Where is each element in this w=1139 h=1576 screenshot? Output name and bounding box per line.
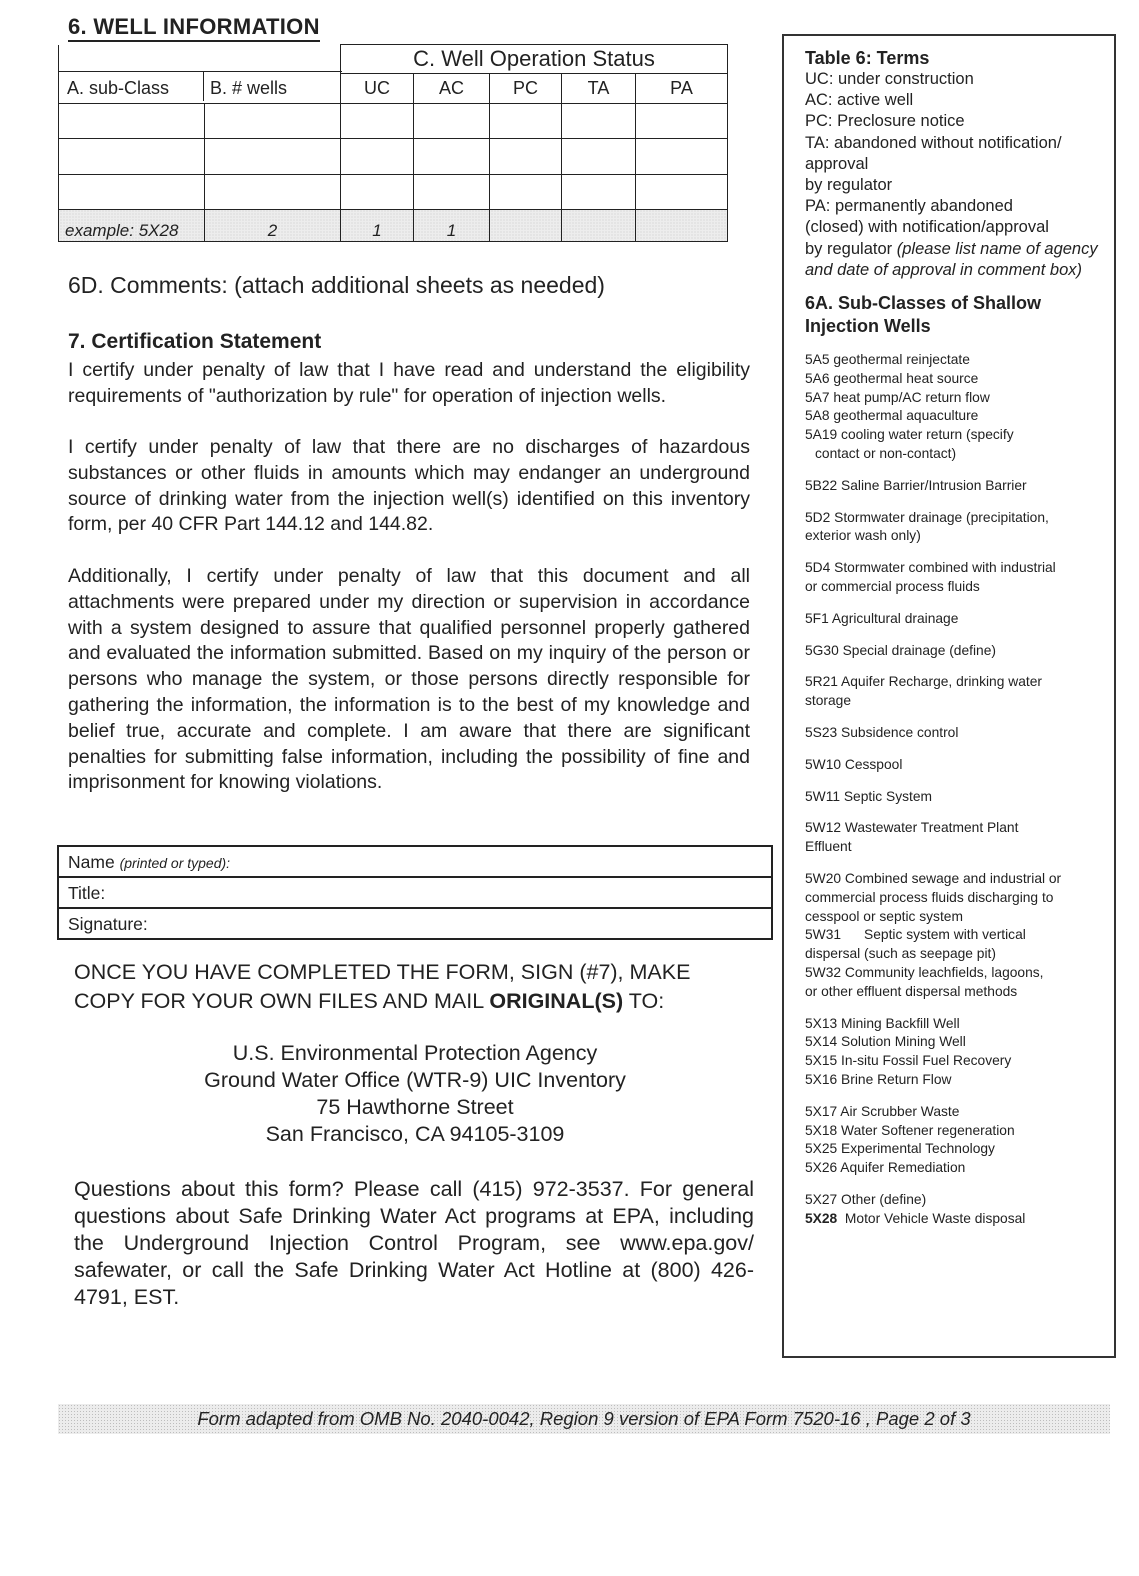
- name-label: Name: [68, 852, 115, 872]
- well-operation-status-header: C. Well Operation Status: [341, 45, 728, 74]
- subclass-item: or other effluent dispersal methods: [805, 983, 1018, 999]
- subclass-item: 5F1 Agricultural drainage: [805, 610, 959, 626]
- cell-input[interactable]: [59, 174, 205, 209]
- address-line: 75 Hawthorne Street: [316, 1095, 514, 1119]
- title-field[interactable]: [59, 878, 771, 909]
- subclass-item: 5X13 Mining Backfill Well: [805, 1015, 960, 1031]
- subclass-group: [805, 1191, 1100, 1229]
- subclass-item: 5A6 geothermal heat source: [805, 370, 979, 386]
- example-ta: [562, 209, 636, 241]
- subclass-item: 5A8 geothermal aquaculture: [805, 408, 979, 424]
- section-7-title: 7. Certification Statement: [68, 330, 322, 353]
- subclass-group: [805, 1015, 1100, 1090]
- subclass-group: [805, 509, 1100, 547]
- subclass-group: [805, 870, 1100, 1002]
- cell-input[interactable]: [490, 174, 562, 209]
- cell-input[interactable]: [59, 104, 205, 139]
- subclass-group: [805, 642, 1100, 661]
- cell-input[interactable]: [341, 139, 414, 174]
- mailing-instructions: [74, 958, 754, 1016]
- subclass-item: 5W11 Septic System: [805, 788, 933, 804]
- term-line: AC: active well: [805, 91, 914, 110]
- example-pc: [490, 209, 562, 241]
- subclass-item: 5X16 Brine Return Flow: [805, 1071, 952, 1087]
- address-line: Ground Water Office (WTR-9) UIC Inventory: [204, 1068, 626, 1092]
- cell-input[interactable]: [636, 139, 728, 174]
- subclass-item: 5X26 Aquifer Remediation: [805, 1160, 966, 1176]
- cell-input[interactable]: [636, 174, 728, 209]
- cell-input[interactable]: [341, 174, 414, 209]
- subclass-item: 5W20 Combined sewage and industrial or: [805, 870, 1062, 886]
- subclass-item: 5A7 heat pump/AC return flow: [805, 389, 990, 405]
- certification-paragraph-3: Additionally, I certify under penalty of law that this document and all attachments were prepared under my direction or supervision in accordance with a system designed to assure that qualified personnel properly gathered and evaluated the information submitted. Based on my inquiry of the person or persons who manage the system, or those persons directly responsible for gathering the information, the information is to the best of my knowledge and belief true, accurate and complete. I am aware that there are significant penalties for submitting false information, including the possibility of fine and imprisonment for knowing violations.: [68, 565, 750, 794]
- subclass-item: 5X17 Air Scrubber Waste: [805, 1103, 960, 1119]
- signature-field[interactable]: [59, 909, 771, 940]
- col-wells: B. # wells: [204, 71, 342, 101]
- terms-title: Table 6: Terms: [805, 48, 930, 68]
- subclass-item: 5G30 Special drainage (define): [805, 642, 996, 658]
- subclass-group: [805, 724, 1100, 743]
- subclass-item: commercial process fluids discharging to: [805, 889, 1054, 905]
- cell-input[interactable]: [562, 174, 636, 209]
- mailing-address: [90, 1040, 740, 1148]
- table-row: [59, 139, 728, 174]
- address-line: U.S. Environmental Protection Agency: [232, 1041, 598, 1065]
- certification-paragraph-1: I certify under penalty of law that I have read and understand the eligibility requirements of "authorization by rule" for operation of injection wells.: [68, 359, 750, 407]
- subclass-item: 5X27 Other (define): [805, 1191, 927, 1207]
- instructions-text: ONCE YOU HAVE COMPLETED THE FORM, SIGN (#7), MAKE COPY FOR YOUR OWN FILES AND MAIL: [74, 960, 691, 1013]
- signature-label: Signature:: [68, 914, 148, 934]
- name-field[interactable]: [59, 847, 771, 878]
- col-pc: PC: [490, 74, 562, 104]
- subclass-group: [805, 756, 1100, 775]
- cell-input[interactable]: [490, 139, 562, 174]
- subclass-item: exterior wash only): [805, 528, 921, 544]
- term-line: PA: permanently abandoned: [805, 197, 1013, 216]
- cell-input[interactable]: [205, 174, 341, 209]
- subclass-item: storage: [805, 693, 852, 709]
- questions-paragraph: Questions about this form? Please call (415) 972-3537. For general questions about Safe Drinking Water Act programs at EPA, including the Underground Injection Control Program, see www.epa.gov/ safewater, or call the Safe Drinking Water Act Hotline at (800) 426-4791, EST.: [74, 1177, 754, 1309]
- subclass-group: [805, 819, 1100, 857]
- table-row: [59, 104, 728, 139]
- subclass-item: 5S23 Subsidence control: [805, 724, 959, 740]
- certification-paragraph-2: I certify under penalty of law that there are no discharges of hazardous substances or other fluids in amounts which may endanger an underground source of drinking water from the injection well(s) identified on this inventory form, per 40 CFR Part 144.12 and 144.82.: [68, 436, 750, 536]
- subclass-item: 5D2 Stormwater drainage (precipitation,: [805, 509, 1049, 525]
- subclass-item: Effluent: [805, 839, 852, 855]
- subclass-text: Motor Vehicle Waste disposal: [837, 1210, 1026, 1226]
- subclass-item: 5X15 In-situ Fossil Fuel Recovery: [805, 1053, 1012, 1069]
- term-line: [805, 239, 1100, 281]
- col-ta: TA: [562, 74, 636, 104]
- example-uc: 1: [341, 209, 414, 241]
- cell-input[interactable]: [562, 104, 636, 139]
- section-6-title: 6. WELL INFORMATION: [68, 14, 320, 42]
- subclass-item: cesspool or septic system: [805, 908, 963, 924]
- address-line: San Francisco, CA 94105-3109: [265, 1122, 565, 1146]
- example-pa: [636, 209, 728, 241]
- example-subclass: example: 5X28: [59, 209, 205, 241]
- subclass-item: 5W12 Wastewater Treatment Plant: [805, 820, 1019, 836]
- col-uc: UC: [341, 74, 414, 104]
- subclass-group: [805, 559, 1100, 597]
- instructions-bold: ORIGINAL(S): [489, 989, 624, 1013]
- term-line: TA: abandoned without notification/: [805, 133, 1062, 152]
- instructions-to: TO:: [628, 989, 665, 1013]
- cell-input[interactable]: [414, 139, 490, 174]
- subclass-item: 5B22 Saline Barrier/Intrusion Barrier: [805, 477, 1027, 493]
- example-ac: 1: [414, 209, 490, 241]
- cell-input[interactable]: [562, 139, 636, 174]
- subclass-group: [805, 477, 1100, 496]
- subclass-item: 5A5 geothermal reinjectate: [805, 352, 970, 368]
- example-wells: 2: [205, 209, 341, 241]
- subclass-group: [805, 788, 1100, 807]
- cell-input[interactable]: [414, 174, 490, 209]
- subclass-group: [805, 610, 1100, 629]
- subclass-item: 5W32 Community leachfields, lagoons,: [805, 964, 1044, 980]
- subclass-item: contact or non-contact): [815, 446, 957, 462]
- term-pa-note: (please list name of agency and date of approval in comment box): [805, 239, 1098, 279]
- cell-input[interactable]: [490, 104, 562, 139]
- subclasses-title: 6A. Sub-Classes of Shallow Injection Wells: [805, 293, 1042, 337]
- subclass-item: 5R21 Aquifer Recharge, drinking water: [805, 674, 1042, 690]
- subclass-group: [805, 351, 1100, 464]
- page-footer: Form adapted from OMB No. 2040-0042, Region 9 version of EPA Form 7520-16 , Page 2 of 3: [58, 1404, 1110, 1434]
- table-row: [59, 174, 728, 209]
- subclass-item: dispersal (such as seepage pit): [805, 946, 996, 962]
- cell-input[interactable]: [205, 104, 341, 139]
- terms-sidebar: [782, 34, 1116, 1358]
- col-ac: AC: [414, 74, 490, 104]
- col-subclass: A. sub-Class: [58, 71, 204, 101]
- subclass-item: 5W10 Cesspool: [805, 756, 903, 772]
- signature-box: [57, 845, 773, 940]
- subclass-item: 5D4 Stormwater combined with industrial: [805, 560, 1056, 576]
- cell-input[interactable]: [341, 104, 414, 139]
- subclass-item: [805, 1210, 1100, 1229]
- cell-input[interactable]: [205, 139, 341, 174]
- term-pa-by: by regulator: [805, 239, 893, 258]
- cell-input[interactable]: [59, 139, 205, 174]
- col-pa: PA: [636, 74, 728, 104]
- cell-input[interactable]: [414, 104, 490, 139]
- term-line: (closed) with notification/approval: [805, 218, 1049, 237]
- subclass-code-bold: 5X28: [805, 1210, 838, 1226]
- subclass-item: 5W31 Septic system with vertical: [805, 927, 1026, 943]
- cell-input[interactable]: [636, 104, 728, 139]
- title-label: Title:: [68, 883, 106, 903]
- subclass-group: [805, 673, 1100, 711]
- subclass-item: 5A19 cooling water return (specify: [805, 427, 1014, 443]
- subclass-item: or commercial process fluids: [805, 579, 980, 594]
- subclass-item: 5X25 Experimental Technology: [805, 1141, 995, 1157]
- subclass-group: [805, 1103, 1100, 1178]
- subclass-item: 5X14 Solution Mining Well: [805, 1034, 966, 1050]
- comments-label: 6D. Comments: (attach additional sheets as needed): [68, 272, 605, 298]
- name-hint: (printed or typed):: [119, 855, 231, 871]
- term-line: PC: Preclosure notice: [805, 112, 965, 131]
- term-line: UC: under construction: [805, 70, 974, 88]
- term-line: by regulator: [805, 176, 893, 195]
- example-row: [59, 209, 728, 241]
- subclass-item: 5X18 Water Softener regeneration: [805, 1122, 1015, 1138]
- term-line: approval: [805, 154, 869, 173]
